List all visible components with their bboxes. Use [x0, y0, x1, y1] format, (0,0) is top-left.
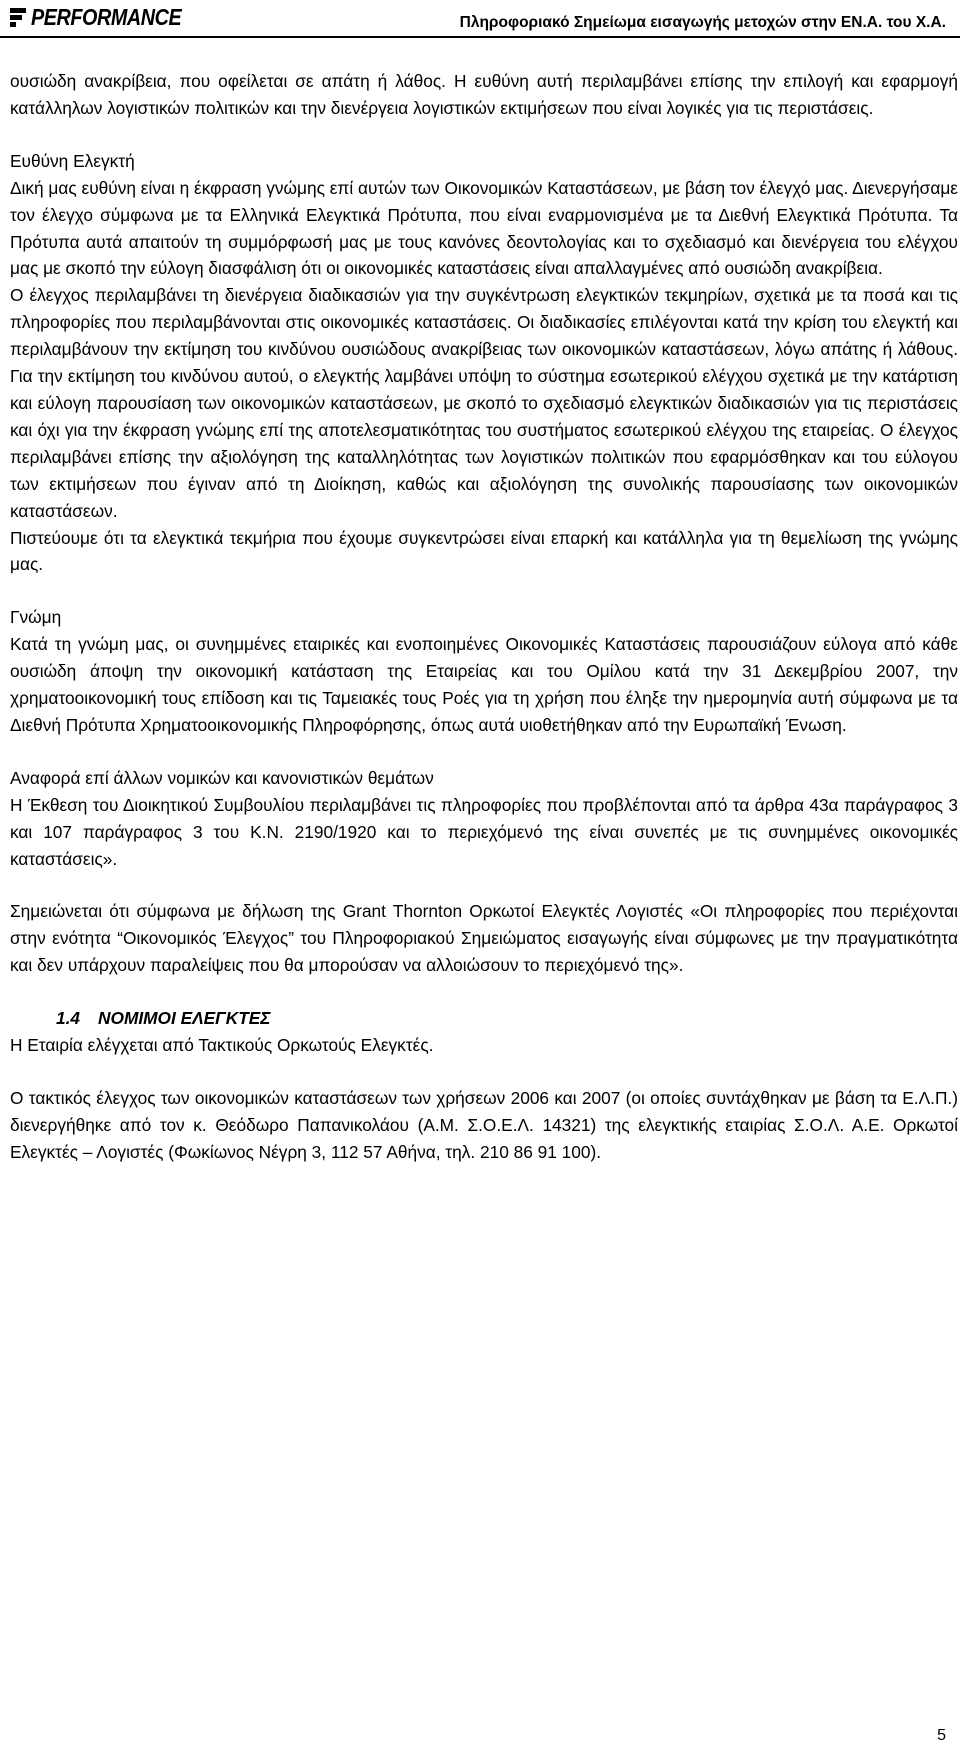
document-title: Πληροφοριακό Σημείωμα εισαγωγής μετοχών στην ΕΝ.Α. του Χ.Α.: [459, 14, 946, 31]
header-rule: [0, 36, 960, 38]
heading-opinion: Γνώμη: [10, 607, 62, 628]
paragraph-auditor-responsibility: Δική μας ευθύνη είναι η έκφραση γνώμης επί αυτών των Οικονομικών Καταστάσεων, με βάση τον έλεγχό μας. Διενεργήσαμε τον έλεγχο σύμφωνα με τα Ελληνικά Ελεγκτικά Πρότυπα, που είναι εναρμονισμένα με τα Διεθνή Ελεγκτικά Πρότυπα. Τα Πρότυπα αυτά απαιτούν τη συμμόρφωσή μας με τους κανόνες δεοντολογίας και το σχεδιασμό και διενέργεια του ελέγχου μας με σκοπό την εύλογη διασφάλιση ότι οι οικονομικές καταστάσεις είναι απαλλαγμένες από ουσιώδη ανακρίβεια.: [10, 177, 958, 279]
section-heading-auditors: [10, 1005, 958, 1032]
performance-logo: [8, 4, 206, 30]
page-number: 5: [937, 1727, 946, 1744]
section-title: ΝΟΜΙΜΟΙ ΕΛΕΓΚΤΕΣ: [98, 1008, 271, 1029]
page-content: [10, 68, 958, 1166]
logo-mark-icon: [8, 6, 28, 28]
paragraph-audit-procedures: Ο έλεγχος περιλαμβάνει τη διενέργεια διαδικασιών για την συγκέντρωση ελεγκτικών τεκμηρίων, σχετικά με τα ποσά και τις πληροφορίες που περιλαμβάνονται στις οικονομικές καταστάσεις. Οι διαδικασίες επιλέγονται κατά την κρίση του ελεγκτή και περιλαμβάνουν την εκτίμηση του κινδύνου ουσιώδους ανακρίβειας των οικονομικών καταστάσεων, λόγω απάτης ή λάθους. Για την εκτίμηση του κινδύνου αυτού, ο ελεγκτής λαμβάνει υπόψη το σύστημα εσωτερικού ελέγχου σχετικά με την κατάρτιση και εύλογη παρουσίαση των οικονομικών καταστάσεων, με σκοπό το σχεδιασμό ελεγκτικών διαδικασιών για τις περιστάσεις και όχι για την έκφραση γνώμης επί της αποτελεσματικότητας του συστήματος εσωτερικού ελέγχου της εταιρείας. Ο έλεγχος περιλαμβάνει επίσης την αξιολόγηση της καταλληλότητας των λογιστικών πολιτικών που εφαρμόσθηκαν και του εύλογου των εκτιμήσεων που έγιναν από τη Διοίκηση, καθώς και αξιολόγηση της συνολικής παρουσίασης των οικονομικών καταστάσεων.: [10, 285, 958, 521]
paragraph-audit-evidence: Πιστεύουμε ότι τα ελεγκτικά τεκμήρια που έχουμε συγκεντρώσει είναι επαρκή και κατάλληλα για τη θεμελίωση της γνώμης μας.: [10, 527, 958, 575]
heading-auditor-responsibility: Ευθύνη Ελεγκτή: [10, 150, 135, 171]
paragraph-responsibility-cont: ουσιώδη ανακρίβεια, που οφείλεται σε απάτη ή λάθος. Η ευθύνη αυτή περιλαμβάνει επίσης την επιλογή και εφαρμογή κατάλληλων λογιστικών πολιτικών και την διενέργεια λογιστικών εκτιμήσεων που είναι λογικές για τις περιστάσεις.: [10, 71, 958, 118]
paragraph-legal-matters: Η Έκθεση του Διοικητικού Συμβουλίου περιλαμβάνει τις πληροφορίες που προβλέπονται από τα άρθρα 43α παράγραφος 3 και 107 παράγραφος 3 του Κ.Ν. 2190/1920 και το περιεχόμενό της είναι συνεπές με τις συνημμένες οικονομικές καταστάσεις».: [10, 794, 958, 869]
paragraph-auditors-intro: Η Εταιρία ελέγχεται από Τακτικούς Ορκωτούς Ελεγκτές.: [10, 1035, 434, 1056]
section-number: 1.4: [56, 1008, 81, 1029]
paragraph-opinion: Κατά τη γνώμη μας, οι συνημμένες εταιρικές και ενοποιημένες Οικονομικές Καταστάσεις παρουσιάζουν εύλογα από κάθε ουσιώδη άποψη την οικονομική κατάσταση της Εταιρείας και του Ομίλου κατά την 31 Δεκεμβρίου 2007, την χρηματοοικονομική τους επίδοση και τις Ταμειακές τους Ροές για τη χρήση που έληξε την ημερομηνία αυτή σύμφωνα με τα Διεθνή Πρότυπα Χρηματοοικονομικής Πληροφόρησης, όπως αυτά υιοθετήθηκαν από την Ευρωπαϊκή Ένωση.: [10, 634, 958, 735]
paragraph-grant-thornton: Σημειώνεται ότι σύμφωνα με δήλωση της Grant Thornton Ορκωτοί Ελεγκτές Λογιστές «Οι πληροφορίες που περιέχονται στην ενότητα “Οικονομικός Έλεγχος” του Πληροφοριακού Σημειώματος εισαγωγής είναι σύμφωνες με την πραγματικότητα και δεν υπάρχουν παραλείψεις που θα μπορούσαν να αλλοιώσουν το περιεχόμενό της».: [10, 901, 958, 976]
page-header: [0, 0, 960, 40]
paragraph-auditors-detail: Ο τακτικός έλεγχος των οικονομικών καταστάσεων των χρήσεων 2006 και 2007 (οι οποίες συντάχθηκαν με βάση τα Ε.Λ.Π.) διενεργήθηκε από τον κ. Θεόδωρο Παπανικολάου (Α.Μ. Σ.Ο.Ε.Λ. 14321) της ελεγκτικής εταιρίας Σ.Ο.Λ. Α.Ε. Ορκωτοί Ελεγκτές – Λογιστές (Φωκίωνος Νέγρη 3, 112 57 Αθήνα, τηλ. 210 86 91 100).: [10, 1088, 958, 1162]
heading-legal-matters: Αναφορά επί άλλων νομικών και κανονιστικών θεμάτων: [10, 767, 434, 788]
logo-text: PERFORMANCE: [31, 3, 182, 30]
